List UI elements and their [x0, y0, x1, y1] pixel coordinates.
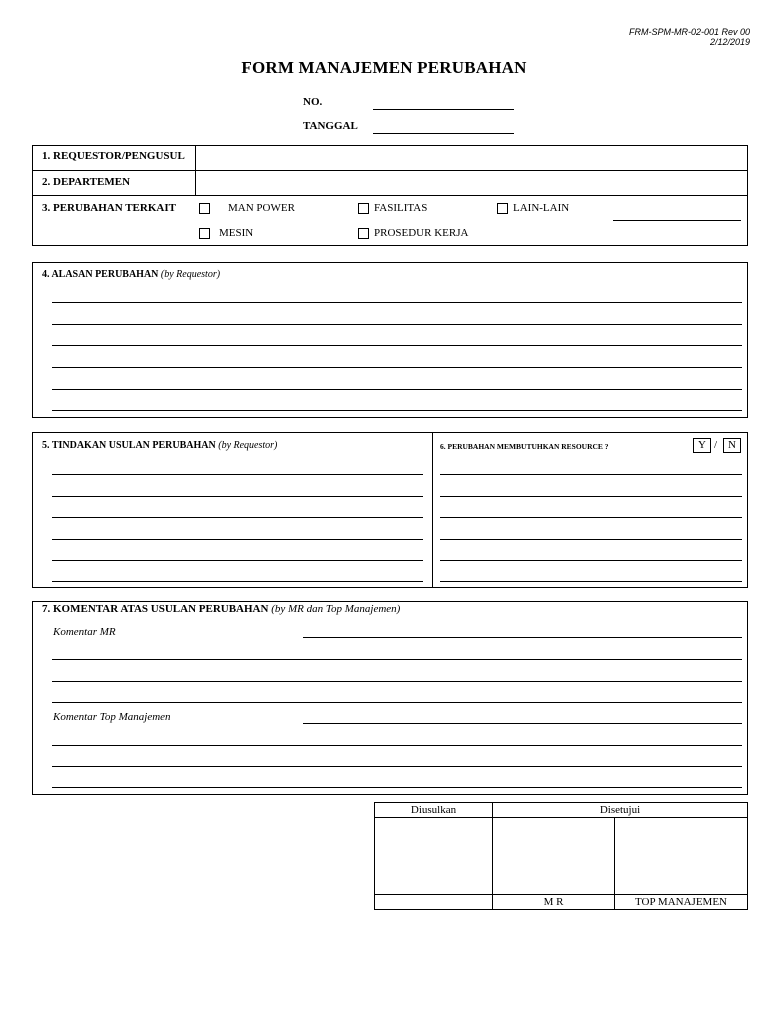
resource-line[interactable]: [440, 581, 742, 582]
alasan-line[interactable]: [52, 345, 742, 346]
alasan-section: [32, 262, 748, 418]
top-role-label: TOP MANAJEMEN: [615, 895, 748, 910]
komentar-heading: [42, 603, 400, 615]
departemen-field[interactable]: [197, 172, 746, 194]
proposed-header: Diusulkan: [375, 803, 493, 818]
mesin-label: MESIN: [219, 227, 254, 239]
resource-separator: /: [714, 439, 718, 451]
komentar-top-line[interactable]: [52, 787, 742, 788]
komentar-mr-line[interactable]: [52, 681, 742, 682]
mesin-checkbox[interactable]: [199, 228, 210, 239]
mr-role-label: M R: [493, 895, 615, 910]
resource-line[interactable]: [440, 539, 742, 540]
column-divider: [195, 145, 196, 195]
proposer-name-cell: [375, 895, 493, 910]
signature-table: [374, 802, 748, 910]
requestor-label: 1. REQUESTOR/PENGUSUL: [42, 150, 185, 162]
komentar-note: (by MR dan Top Manajemen): [271, 603, 401, 615]
tindakan-line[interactable]: [52, 474, 423, 475]
alasan-line[interactable]: [52, 302, 742, 303]
lain-lain-label: LAIN-LAIN: [513, 202, 570, 214]
komentar-mr-line[interactable]: [303, 637, 742, 638]
tindakan-line[interactable]: [52, 539, 423, 540]
departemen-label: 2. DEPARTEMEN: [42, 176, 131, 188]
alasan-heading: [42, 269, 220, 280]
alasan-note: (by Requestor): [160, 269, 221, 280]
prosedur-kerja-checkbox[interactable]: [358, 228, 369, 239]
tindakan-line[interactable]: [52, 496, 423, 497]
alasan-line[interactable]: [52, 367, 742, 368]
fasilitas-checkbox[interactable]: [358, 203, 369, 214]
resource-line[interactable]: [440, 474, 742, 475]
tindakan-label: 5. TINDAKAN USULAN PERUBAHAN: [42, 440, 216, 451]
doc-date-text: 2/12/2019: [709, 37, 750, 45]
alasan-line[interactable]: [52, 324, 742, 325]
komentar-label: 7. KOMENTAR ATAS USULAN PERUBAHAN: [42, 603, 269, 615]
komentar-mr-line[interactable]: [52, 702, 742, 703]
komentar-top-line[interactable]: [52, 745, 742, 746]
perubahan-terkait-label: 3. PERUBAHAN TERKAIT: [42, 202, 176, 214]
row-divider-1: [32, 170, 748, 171]
lain-lain-field[interactable]: [613, 220, 741, 221]
section-divider: [432, 432, 433, 588]
komentar-top-line[interactable]: [303, 723, 742, 724]
no-field[interactable]: [373, 109, 514, 110]
tindakan-line[interactable]: [52, 517, 423, 518]
mr-signature-box[interactable]: [493, 818, 615, 895]
fasilitas-label: FASILITAS: [374, 202, 428, 214]
doc-code-text: FRM-SPM-MR-02-001 Rev 00: [628, 27, 750, 37]
prosedur-kerja-label: PROSEDUR KERJA: [374, 227, 469, 239]
lain-lain-checkbox[interactable]: [497, 203, 508, 214]
proposer-signature-box[interactable]: [375, 818, 493, 895]
resource-yes-box[interactable]: Y: [693, 438, 711, 453]
resource-label: 6. PERUBAHAN MEMBUTUHKAN RESOURCE ?: [440, 442, 609, 451]
komentar-top-label: Komentar Top Manajemen: [53, 711, 171, 723]
approved-header: Disetujui: [493, 803, 748, 818]
no-label: NO.: [303, 96, 323, 108]
requestor-field[interactable]: [197, 147, 746, 169]
komentar-top-line[interactable]: [52, 766, 742, 767]
man-power-checkbox[interactable]: [199, 203, 210, 214]
tindakan-line[interactable]: [52, 581, 423, 582]
alasan-line[interactable]: [52, 410, 742, 411]
tanggal-field[interactable]: [373, 133, 514, 134]
alasan-label: 4. ALASAN PERUBAHAN: [42, 269, 159, 280]
document-code: [629, 27, 750, 45]
tanggal-label: TANGGAL: [303, 120, 358, 132]
resource-no-box[interactable]: N: [723, 438, 741, 453]
alasan-line[interactable]: [52, 389, 742, 390]
resource-line[interactable]: [440, 517, 742, 518]
resource-line[interactable]: [440, 560, 742, 561]
row-divider-2: [32, 195, 748, 196]
form-title: FORM MANAJEMEN PERUBAHAN: [241, 58, 527, 77]
man-power-label: MAN POWER: [228, 202, 295, 214]
tindakan-note: (by Requestor): [218, 440, 278, 451]
top-signature-box[interactable]: [615, 818, 748, 895]
resource-line[interactable]: [440, 496, 742, 497]
komentar-mr-label: Komentar MR: [53, 626, 116, 638]
tindakan-resource-section: [32, 432, 748, 588]
tindakan-heading: [42, 440, 277, 451]
tindakan-line[interactable]: [52, 560, 423, 561]
komentar-mr-line[interactable]: [52, 659, 742, 660]
